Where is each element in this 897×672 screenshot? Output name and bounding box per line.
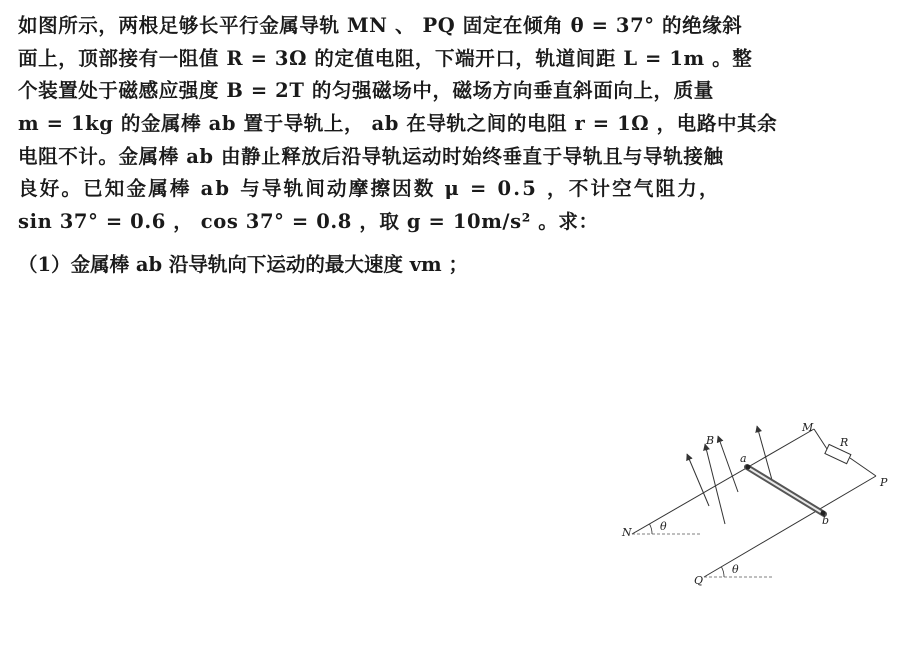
question-1: （1）金属棒 ab 沿导轨向下运动的最大速度 vm ； (18, 252, 468, 276)
angle-arc-n (650, 524, 653, 534)
problem-line-6: 良好。已知金属棒 ab 与导轨间动摩擦因数 μ = 0.5 ，不计空气阻力， (18, 177, 721, 201)
label-b-end: b (822, 514, 830, 527)
metal-rod-highlight (747, 467, 824, 514)
label-n: N (622, 526, 632, 539)
angle-arc-q (722, 567, 725, 577)
label-r: R (840, 436, 849, 449)
label-theta-n: θ (660, 520, 667, 533)
label-a: a (740, 452, 747, 465)
label-b-field: B (706, 434, 715, 447)
rail-mn (632, 429, 814, 534)
rail-diagram (612, 412, 894, 598)
field-arrow-3 (705, 444, 725, 524)
problem-line-3: 个装置处于磁感应强度 B = 2T 的匀强磁场中，磁场方向垂直斜面向上，质量 (18, 79, 714, 103)
label-q: Q (694, 574, 704, 587)
wire-m-to-resistor (814, 429, 827, 449)
label-theta-q: θ (732, 563, 739, 576)
problem-text (18, 10, 884, 281)
label-p: P (880, 476, 888, 489)
rod-end-a (746, 465, 751, 470)
problem-line-2: 面上，顶部接有一阻值 R = 3Ω 的定值电阻，下端开口，轨道间距 L = 1m 。整 (18, 46, 753, 70)
problem-line-1: 如图所示，两根足够长平行金属导轨 MN 、 PQ 固定在倾角 θ = 37° 的绝缘斜 (18, 14, 743, 37)
field-arrow-2 (718, 436, 738, 492)
wire-resistor-to-p (850, 458, 876, 476)
problem-line-5: 电阻不计。金属棒 ab 由静止释放后沿导轨运动时始终垂直于导轨且与导轨接触 (18, 144, 724, 168)
problem-line-7: sin 37° = 0.6 ， cos 37° = 0.8 ，取 g = 10m/s² 。求： (18, 210, 599, 234)
label-m: M (802, 421, 814, 434)
field-arrow-1 (687, 454, 709, 506)
problem-line-4: m = 1kg 的金属棒 ab 置于导轨上， ab 在导轨之间的电阻 r = 1Ω ，电路中其余 (18, 112, 778, 136)
